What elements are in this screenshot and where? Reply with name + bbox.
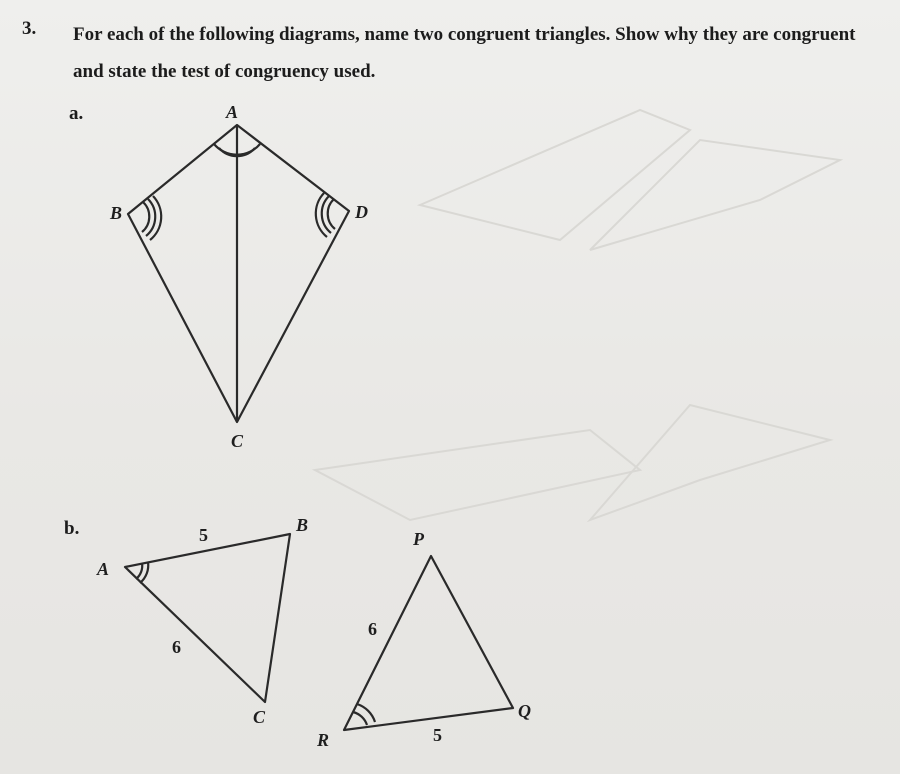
side-ac-label: 6 <box>172 637 181 657</box>
side-pr-label: 6 <box>368 619 377 639</box>
question-number: 3. <box>22 18 37 39</box>
angle-mark-r <box>357 704 375 722</box>
vertex-a2-label: A <box>97 559 110 579</box>
vertex-c-label: C <box>231 431 244 451</box>
vertex-d-label: D <box>355 202 368 222</box>
vertex-r-label: R <box>317 730 330 750</box>
part-b-label: b. <box>64 518 80 539</box>
triangle-pqr <box>344 556 513 730</box>
side-ab-label: 5 <box>199 525 208 545</box>
vertex-p-label: P <box>413 529 424 549</box>
vertex-a-label: A <box>226 102 239 122</box>
vertex-b-label: B <box>110 203 123 223</box>
side-rq-label: 5 <box>433 725 442 745</box>
angle-mark-r <box>353 712 367 725</box>
triangle-abc <box>125 534 290 702</box>
question-text: For each of the following diagrams, name two congruent triangles. Show why they are congruent and state the test of congruency used. <box>73 24 856 82</box>
part-a-label: a. <box>69 103 84 124</box>
vertex-b2-label: B <box>296 515 309 535</box>
vertex-c2-label: C <box>253 707 266 727</box>
vertex-q-label: Q <box>518 701 531 721</box>
